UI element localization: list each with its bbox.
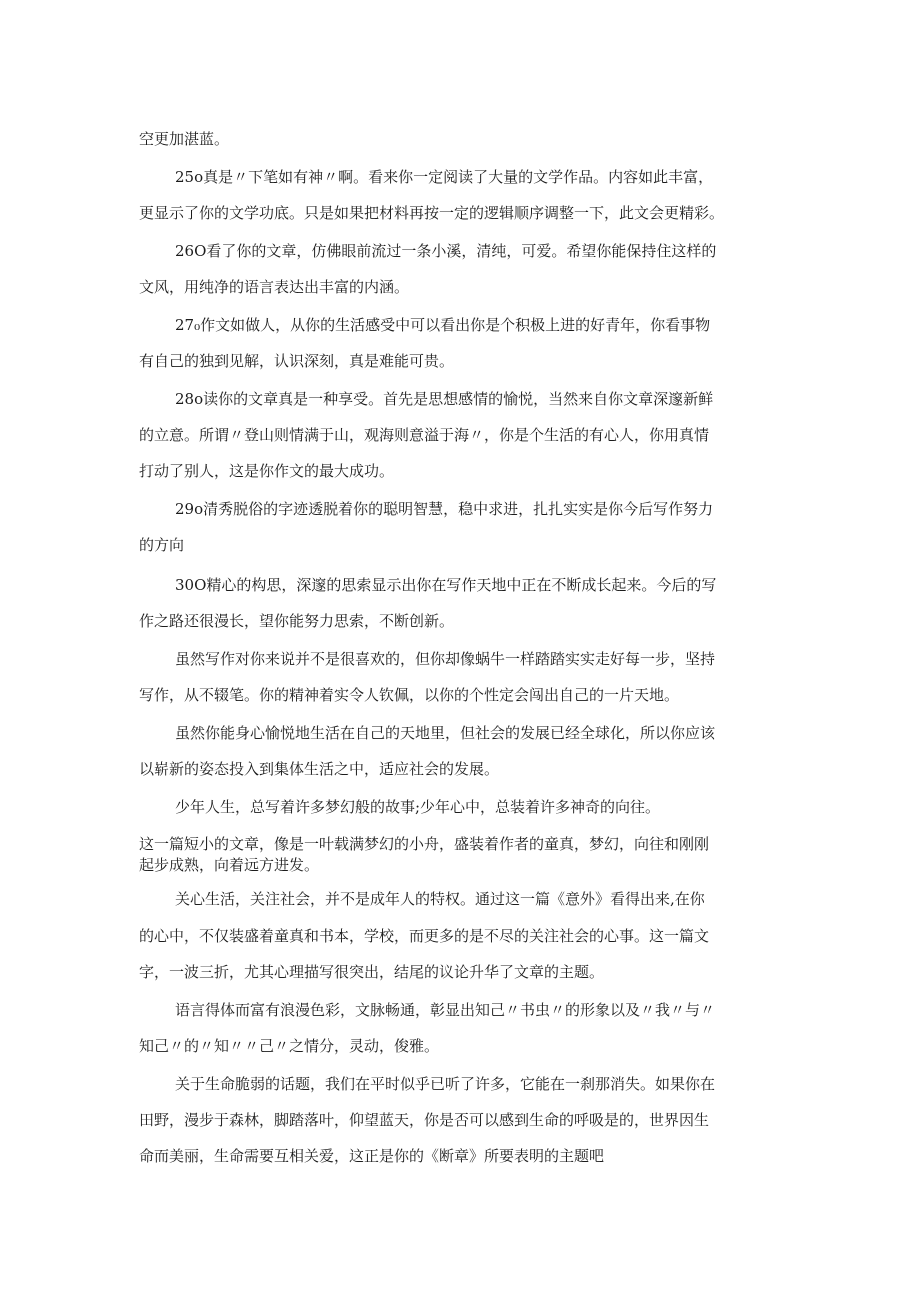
paragraph-line: 少年人生，总写着许多梦幻般的故事;少年心中，总装着许多神奇的向往。 — [175, 798, 661, 816]
paragraph-line: 田野，漫步于森林，脚踏落叶，仰望蓝天，你是否可以感到生命的呼吸是的，世界因生 — [139, 1111, 710, 1129]
paragraph-line: 知己〃的〃知〃〃己〃之情分，灵动，俊雅。 — [139, 1037, 440, 1055]
paragraph-line: 虽然写作对你来说并不是很喜欢的，但你却像蜗牛一样踏踏实实走好每一步，坚持 — [175, 650, 716, 668]
paragraph-line: 29o清秀脱俗的字迹透脱着你的聪明智慧，稳中求进，扎扎实实是你今后写作努力 — [175, 500, 714, 518]
paragraph-line: 的心中，不仅装盛着童真和书本，学校，而更多的是不尽的关注社会的心事。这一篇文 — [139, 927, 710, 945]
paragraph-line: 字，一波三折，尤其心理描写很突出，结尾的议论升华了文章的主题。 — [139, 963, 605, 981]
paragraph-line: 27₀作文如做人，从你的生活感受中可以看出你是个积极上进的好青年，你看事物 — [175, 316, 711, 334]
paragraph-line: 写作，从不辍笔。你的精神着实令人钦佩，以你的个性定会闯出自己的一片天地。 — [139, 686, 680, 704]
paragraph-line: 以崭新的姿态投入到集体生活之中，适应社会的发展。 — [139, 760, 500, 778]
paragraph-line: 有自己的独到见解，认识深刻，真是难能可贵。 — [139, 352, 455, 370]
paragraph-line: 空更加湛蓝。 — [139, 130, 230, 148]
paragraph-line: 30O精心的构思，深邃的思索显示出你在写作天地中正在不断成长起来。今后的写 — [175, 576, 717, 594]
paragraph-line: 作之路还很漫长，望你能努力思索，不断创新。 — [139, 612, 455, 630]
paragraph-line: 这一篇短小的文章，像是一叶载满梦幻的小舟，盛装着作者的童真，梦幻，向往和刚刚 — [139, 835, 710, 853]
paragraph-line: 的立意。所谓〃登山则情满于山，观海则意溢于海〃，你是个生活的有心人，你用真情 — [139, 426, 710, 444]
paragraph-line: 28o读你的文章真是一种享受。首先是思想感情的愉悦，当然来自你文章深邃新鲜 — [175, 390, 714, 408]
paragraph-line: 关心生活，关注社会，并不是成年人的特权。通过这一篇《意外》看得出来,在你 — [175, 890, 705, 908]
paragraph-line: 虽然你能身心愉悦地生活在自己的天地里，但社会的发展已经全球化，所以你应该 — [175, 724, 716, 742]
paragraph-line: 起步成熟，向着远方进发。 — [139, 856, 320, 874]
paragraph-line: 的方向 — [139, 536, 185, 554]
paragraph-line: 文风，用纯净的语言表达出丰富的内涵。 — [139, 278, 410, 296]
paragraph-line: 语言得体而富有浪漫色彩，文脉畅通，彰显出知己〃书虫〃的形象以及〃我〃与〃 — [175, 1001, 716, 1019]
paragraph-line: 25o真是〃下笔如有神〃啊。看来你一定阅读了大量的文学作品。内容如此丰富， — [175, 168, 714, 186]
paragraph-line: 打动了别人，这是你作文的最大成功。 — [139, 462, 395, 480]
paragraph-line: 关于生命脆弱的话题，我们在平时似乎已听了许多，它能在一刹那消失。如果你在 — [175, 1075, 716, 1093]
paragraph-line: 命而美丽，生命需要互相关爱，这正是你的《断章》所要表明的主题吧 — [139, 1147, 605, 1165]
paragraph-line: 更显示了你的文学功底。只是如果把材料再按一定的逻辑顺序调整一下，此文会更精彩。 — [139, 204, 725, 222]
paragraph-line: 26O看了你的文章，仿佛眼前流过一条小溪，清纯，可爱。希望你能保持住这样的 — [175, 242, 717, 260]
